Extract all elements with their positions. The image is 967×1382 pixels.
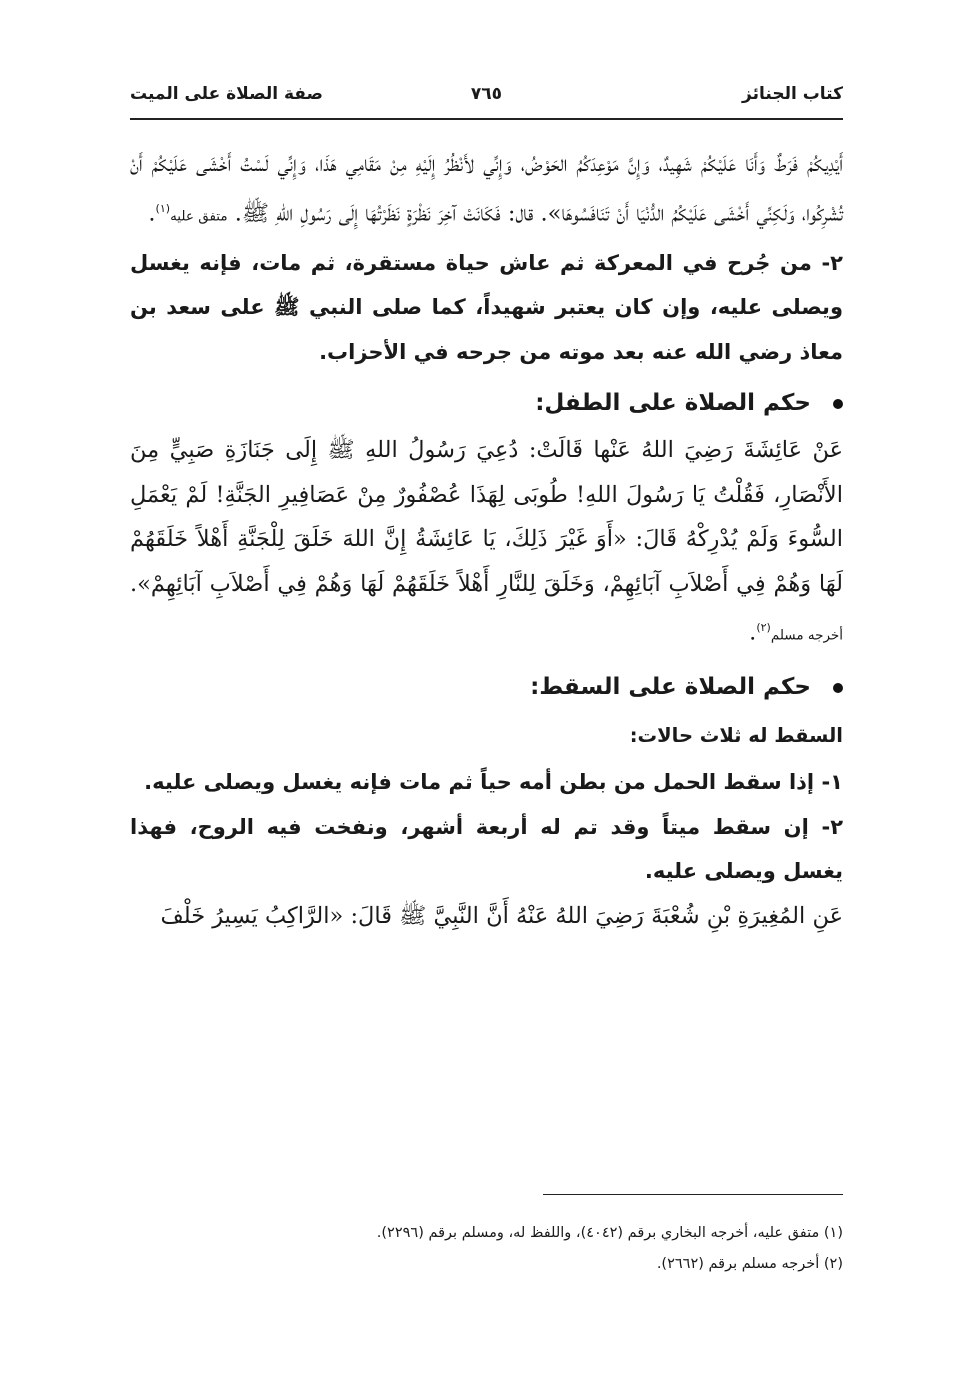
section-heading-text: حكم الصلاة على السقط: [530, 674, 811, 700]
book-title: كتاب الجنائز [742, 84, 843, 104]
item-number: ٢- [821, 814, 844, 839]
footnote-ref[interactable]: (١) [155, 201, 171, 215]
section-heading [130, 378, 843, 428]
hadith-text: عَنِ المُغِيرَةِ بْنِ شُعْبَةَ رَضِيَ اللهُ عَنْهُ أَنَّ النَّبِيَّ ﷺ قَالَ: «الرَّاكِبُ يَسِيرُ خَلْفَ [160, 902, 843, 929]
hadith-continuation [130, 142, 843, 239]
chapter-title: صفة الصلاة على الميت [130, 84, 323, 104]
list-item [130, 805, 843, 894]
period: . [148, 200, 156, 226]
footnote: (٢) أخرجه مسلم برقم (٢٦٦٢). [656, 1256, 843, 1272]
header-divider [130, 118, 843, 120]
item-text: إذا سقط الحمل من بطن أمه حياً ثم مات فإنه يغسل ويصلى عليه. [144, 770, 815, 794]
item-number: ١- [821, 770, 843, 794]
footnote: (١) متفق عليه، أخرجه البخاري برقم (٤٠٤٢)، واللفظ له، ومسلم برقم (٢٢٩٦). [376, 1225, 843, 1241]
subheading: السقط له ثلاث حالات: [629, 724, 843, 747]
running-header [130, 84, 843, 112]
item-text: من جُرح في المعركة ثم عاش حياة مستقرة، ثم مات، فإنه يغسل ويصلى عليه، وإن كان يعتبر شهيداً، كما صلى النبي ﷺ على سعد بن معاذ رضي الله عنه بعد موته من جرحه في الأحزاب. [130, 250, 843, 364]
section-heading [130, 662, 843, 712]
footnote-ref[interactable]: (٢) [756, 621, 771, 634]
list-item [130, 760, 843, 805]
item-number: ٢- [821, 250, 843, 275]
page-number: ٧٦٥ [470, 84, 503, 104]
book-page [130, 0, 843, 1382]
hadith-source: متفق عليه [170, 208, 228, 224]
hadith-paragraph [130, 428, 843, 658]
bullet-icon [833, 683, 843, 693]
list-item [130, 241, 843, 375]
item-text: إن سقط ميتاً وقد تم له أربعة أشهر، ونفخت فيه الروح، فهذا يغسل ويصلى عليه. [130, 814, 843, 883]
hadith-paragraph [130, 894, 843, 939]
hadith-source: أخرجه مسلم [770, 627, 843, 644]
section-heading-text: حكم الصلاة على الطفل: [535, 390, 811, 416]
hadith-text: أَيْدِيكُمْ فَرَطٌ وَأَنَا عَلَيْكُمْ شَهِيدٌ، وَإِنَّ مَوْعِدَكُمُ الحَوْضُ، وَإِنِّي لأَنْظُرُ إِلَيْهِ مِنْ مَقَامِي هَذَا، وَإِنِّي لَسْتُ أَخْشَى عَلَيْكُمْ أَنْ تُشْرِكُوا، وَلَكِنِّي أَخْشَى عَلَيْكُمُ الدُّنْيَا أَنْ تَنَافَسُوهَا». قال: فَكَانَتْ آخِرَ نَظْرَةٍ نَظَرْتُهَا إِلَى رَسُولِ اللهِ ﷺ. [130, 151, 843, 226]
bullet-icon [833, 399, 843, 409]
hadith-text: عَنْ عَائِشَةَ رَضِيَ اللهُ عَنْها قَالَتْ: دُعِيَ رَسُولُ اللهِ ﷺ إِلَى جَنَازَةِ صَبِيٍّ مِنَ الأَنْصَارِ، فَقُلْتُ يَا رَسُولَ اللهِ! طُوبَى لِهَذَا عُصْفُورٌ مِنْ عَصَافِيرِ الجَنَّةِ! لَمْ يَعْمَلِ السُّوءَ وَلَمْ يُدْرِكْهُ قَالَ: «أَوَ غَيْرَ ذَلِكَ، يَا عَائِشَةُ إِنَّ اللهَ خَلَقَ لِلْجَنَّةِ أَهْلاً خَلَقَهُمْ لَهَا وَهُمْ فِي أَصْلاَبِ آبَائِهِمْ، وَخَلَقَ لِلنَّارِ أَهْلاً خَلَقَهُمْ لَهَا وَهُمْ فِي أَصْلاَبِ آبَائِهِمْ». [130, 437, 843, 597]
footnote-divider [543, 1194, 843, 1195]
page-body [130, 142, 843, 938]
footnotes [130, 1218, 843, 1280]
period: . [749, 619, 757, 646]
